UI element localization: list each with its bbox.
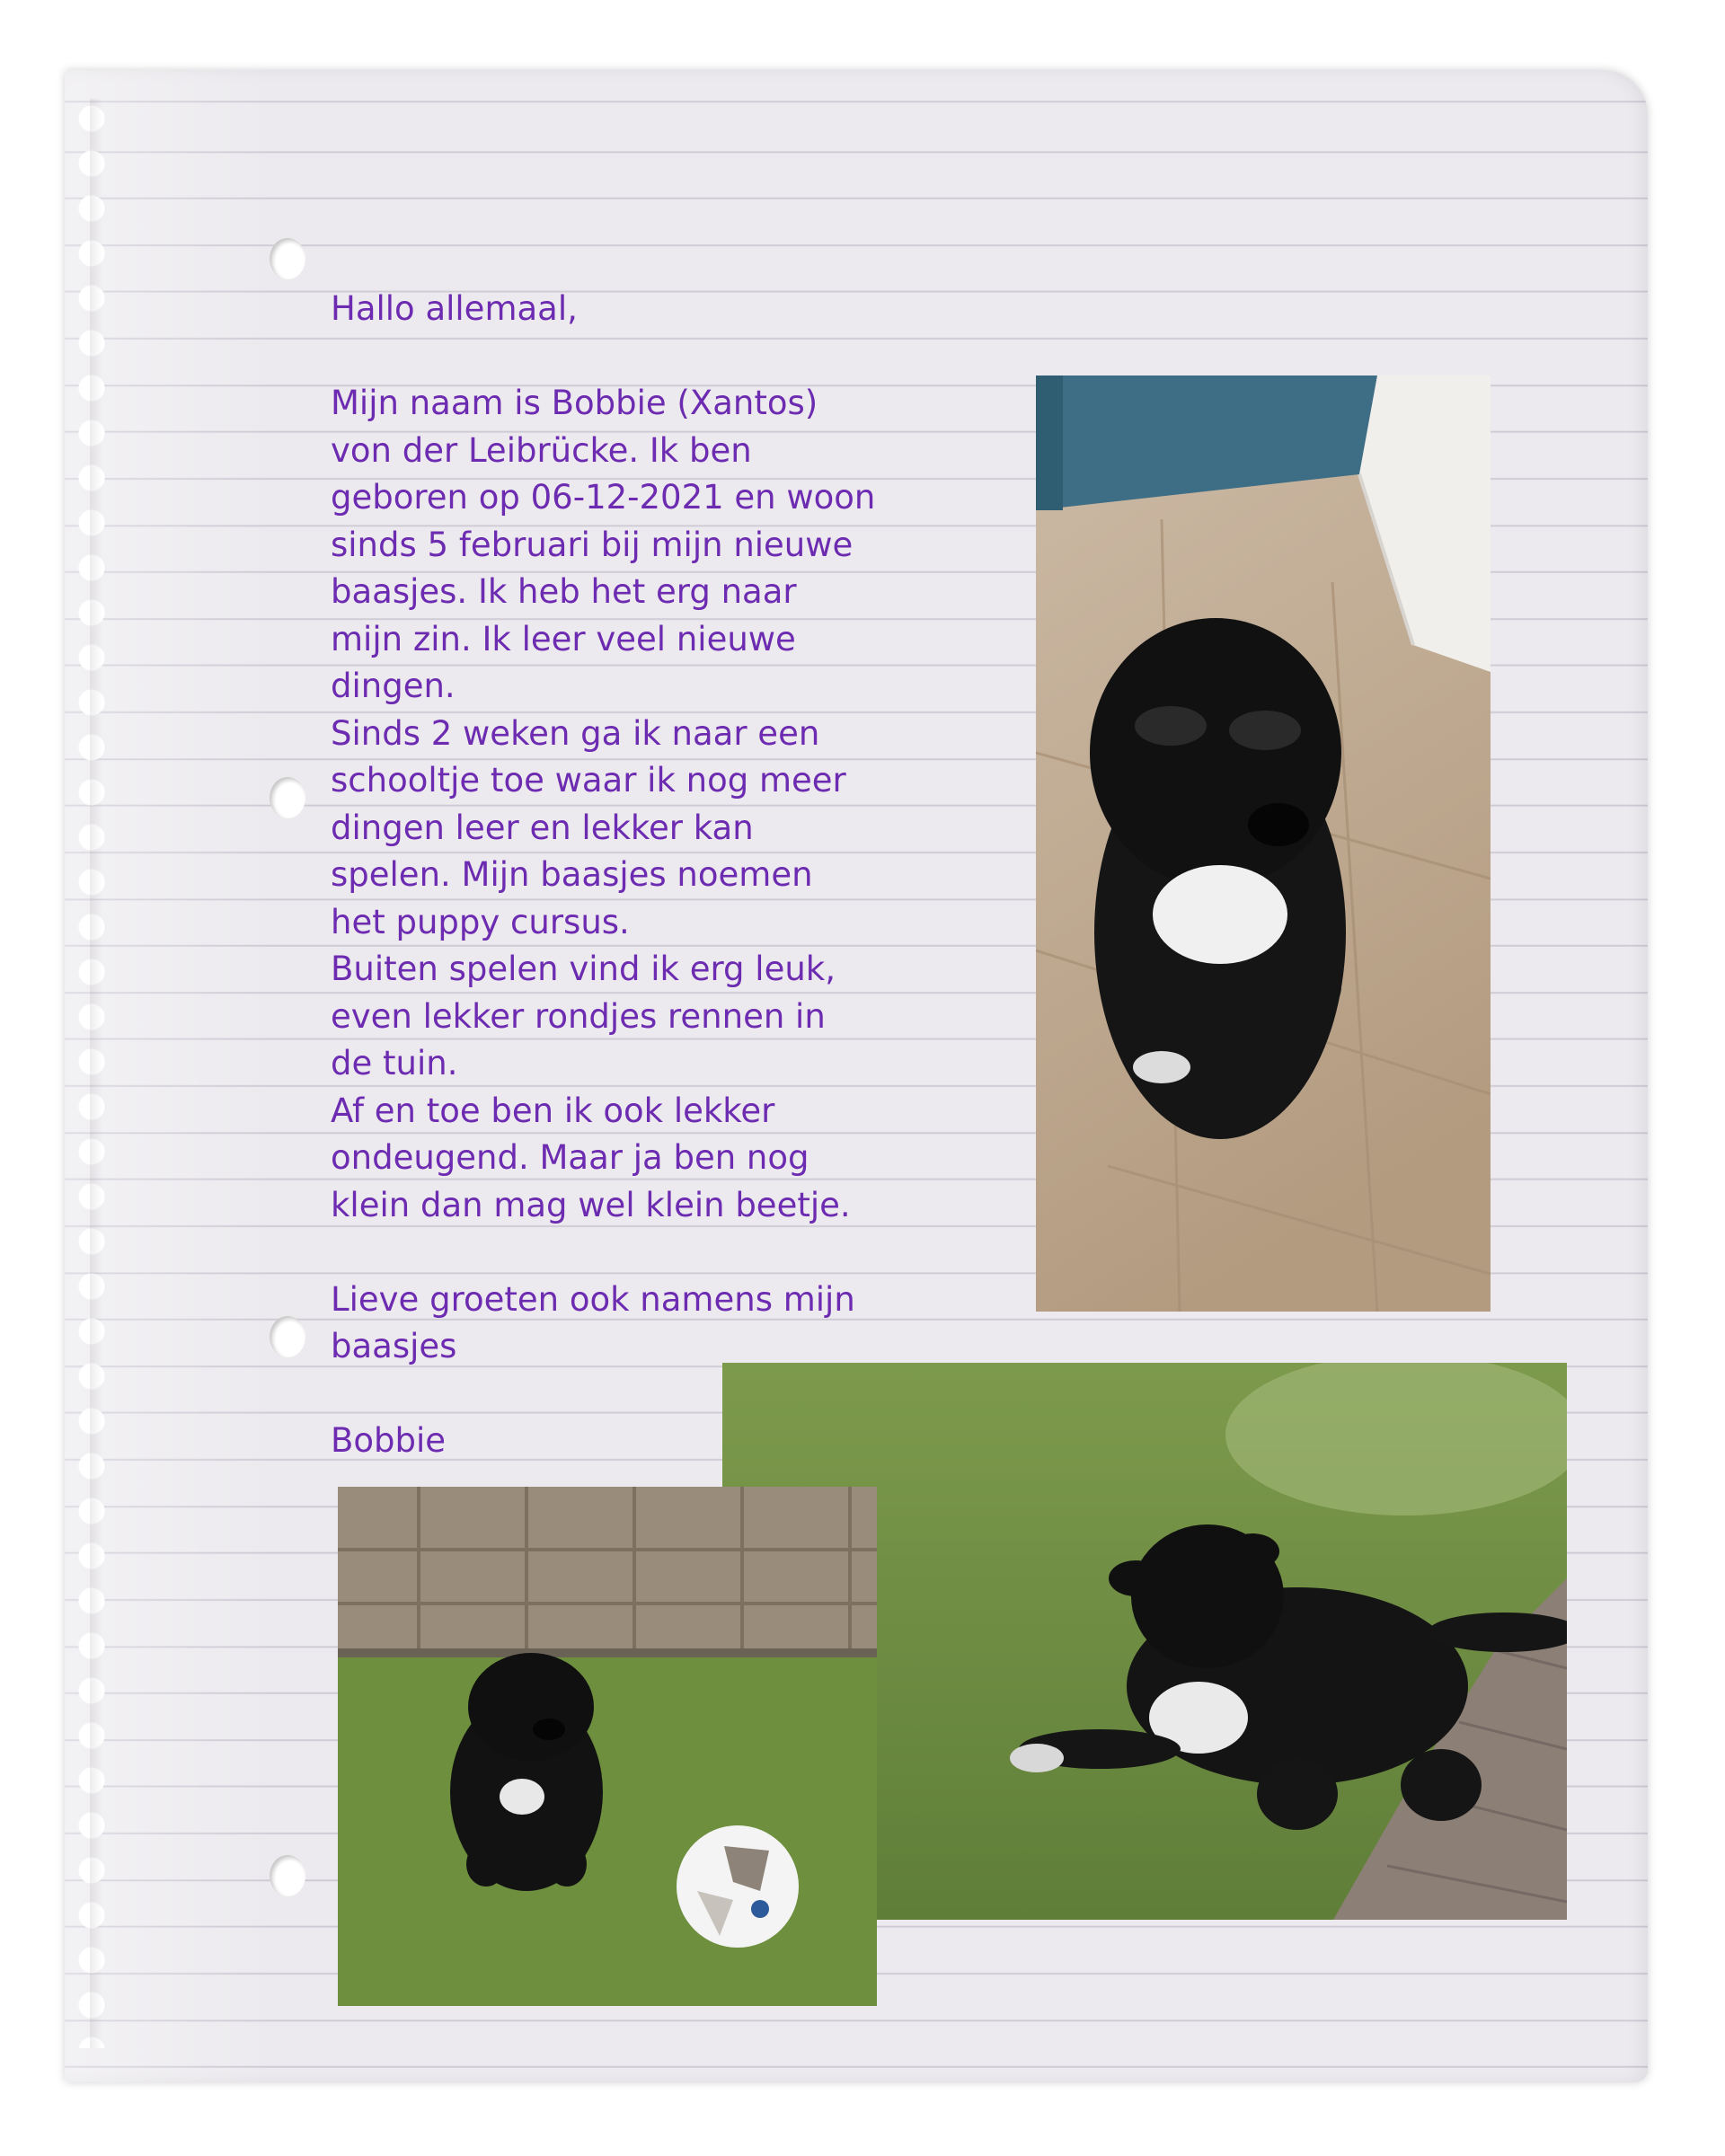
letter-signature: Bobbie <box>331 1421 447 1460</box>
letter-line: baasjes. Ik heb het erg naar <box>331 572 797 611</box>
photo-puppy-indoor <box>1036 376 1491 1312</box>
letter-line: mijn zin. Ik leer veel nieuwe <box>331 619 796 658</box>
letter-line: schooltje toe waar ik nog meer <box>331 761 846 800</box>
letter-line: Sinds 2 weken ga ik naar een <box>331 713 820 753</box>
letter-line: de tuin. <box>331 1044 458 1082</box>
letter-line: ondeugend. Maar ja ben nog <box>331 1138 809 1177</box>
letter-line: dingen leer en lekker kan <box>331 808 754 847</box>
letter-line: even lekker rondjes rennen in <box>331 996 826 1036</box>
punch-hole-upper-middle <box>270 777 305 818</box>
letter-line: dingen. <box>331 667 456 705</box>
photo-puppy-with-ball <box>338 1487 877 2006</box>
punch-hole-lower-middle <box>270 1316 305 1357</box>
letter-line: Buiten spelen vind ik erg leuk, <box>331 950 836 988</box>
letter-line: Mijn naam is Bobbie (Xantos) <box>331 384 818 422</box>
letter-closing-continued: baasjes <box>331 1327 457 1365</box>
letter-line: het puppy cursus. <box>331 902 630 941</box>
letter-line: klein dan mag wel klein beetje. <box>331 1185 851 1224</box>
letter-line: von der Leibrücke. Ik ben <box>331 430 752 470</box>
torn-spiral-edge <box>65 99 146 2048</box>
letter-closing: Lieve groeten ook namens mijn <box>331 1279 855 1319</box>
punch-hole-bottom <box>270 1855 305 1896</box>
letter-line: geboren op 06-12-2021 en woon <box>331 478 876 517</box>
letter-line: Af en toe ben ik ook lekker <box>331 1091 775 1130</box>
punch-hole-top <box>270 238 305 279</box>
letter-line: spelen. Mijn baasjes noemen <box>331 855 813 894</box>
letter-greeting: Hallo allemaal, <box>331 289 578 328</box>
letter-text <box>331 286 906 1465</box>
letter-line: sinds 5 februari bij mijn nieuwe <box>331 525 854 564</box>
torn-edge-shadow <box>90 99 102 2048</box>
